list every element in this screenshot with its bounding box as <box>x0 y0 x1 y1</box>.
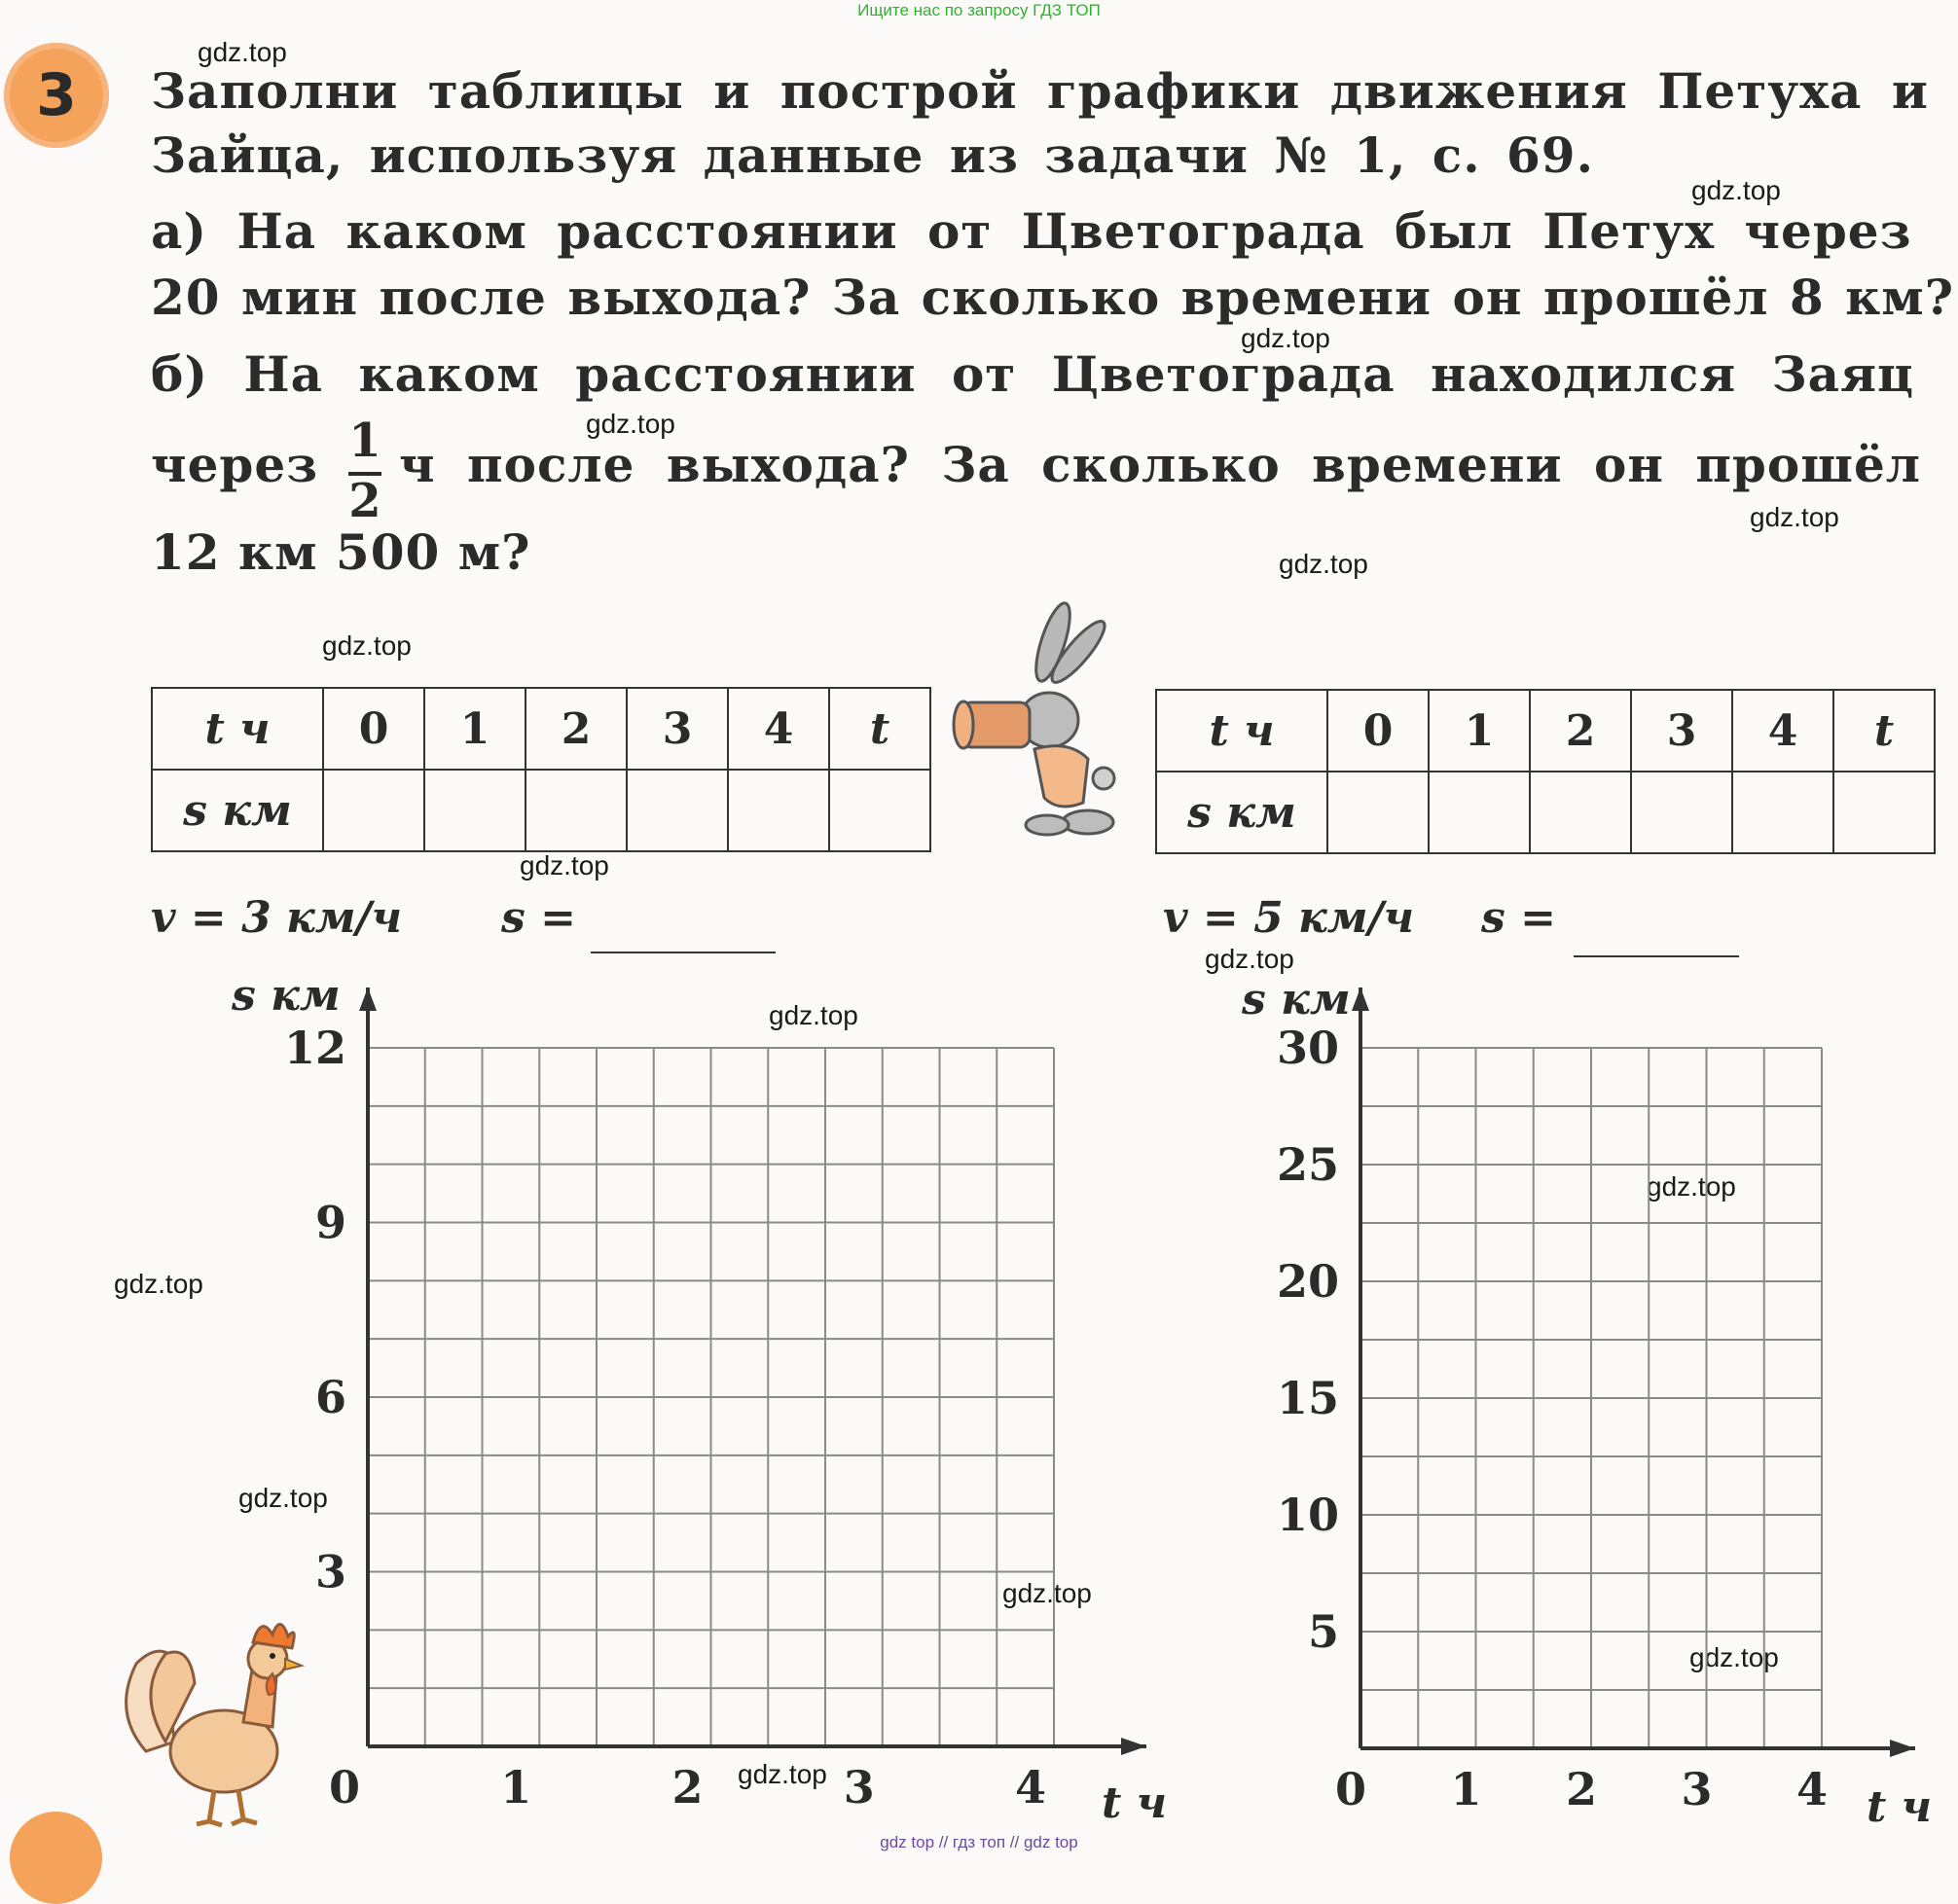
next-task-badge <box>10 1812 102 1904</box>
hare-x-axis-label: t ч <box>1867 1782 1933 1832</box>
hare-speed-text: v = 5 км/ч <box>1163 893 1415 943</box>
top-banner[interactable]: Ищите нас по запросу ГДЗ ТОП <box>857 1 1101 19</box>
rooster-distance-cell[interactable] <box>627 770 728 851</box>
watermark: gdz.top <box>1647 1171 1736 1202</box>
y-tick-label: 15 <box>1276 1372 1339 1424</box>
rooster-illustration <box>107 1605 311 1829</box>
hare-distance-cell[interactable] <box>1833 772 1935 853</box>
rooster-formula-blank[interactable] <box>591 952 776 953</box>
hare-graph[interactable] <box>1265 983 1958 1839</box>
x-tick-label: 2 <box>1565 1763 1598 1815</box>
watermark: gdz.top <box>1002 1578 1092 1608</box>
hare-table-time-row <box>1156 690 1935 772</box>
hare-time-cell: 0 <box>1327 690 1429 772</box>
task-a-line-1: а) На каком расстоянии от Цветограда был Петух через <box>151 202 1912 260</box>
watermark: gdz.top <box>1750 502 1839 532</box>
x-tick-label: 2 <box>671 1761 704 1814</box>
watermark: gdz.top <box>198 37 287 67</box>
x-tick-label: 3 <box>843 1761 875 1814</box>
watermark: gdz.top <box>586 409 675 439</box>
rooster-table-time-row <box>152 688 930 770</box>
task-b-line-2-start: через <box>151 436 319 493</box>
y-tick-label: 10 <box>1276 1489 1339 1541</box>
x-tick-label: 0 <box>1334 1763 1367 1815</box>
watermark: gdz.top <box>738 1759 827 1789</box>
watermark: gdz.top <box>114 1269 203 1299</box>
bottom-banner[interactable]: gdz top // гдз топ // gdz top <box>880 1833 1078 1851</box>
watermark: gdz.top <box>1241 323 1330 353</box>
rooster-speed-text: v = 3 км/ч <box>151 893 403 943</box>
hare-distance-cell[interactable] <box>1429 772 1530 853</box>
y-tick-label: 12 <box>283 1022 346 1074</box>
task-number: 3 <box>36 61 77 129</box>
rooster-time-cell: 2 <box>526 688 627 770</box>
y-axis-arrow-icon <box>359 988 377 1011</box>
watermark: gdz.top <box>1691 175 1781 205</box>
y-axis-arrow-icon <box>1352 988 1369 1011</box>
watermark: gdz.top <box>520 850 609 880</box>
x-tick-label: 4 <box>1795 1763 1829 1815</box>
rooster-distance-cell[interactable] <box>424 770 526 851</box>
rooster-s-header: s км <box>152 770 323 851</box>
hare-s-header: s км <box>1156 772 1327 853</box>
x-tick-label: 1 <box>1450 1763 1482 1815</box>
hare-time-cell: 1 <box>1429 690 1530 772</box>
hare-time-cell: t <box>1833 690 1935 772</box>
hare-y-axis-label: s км <box>1242 975 1351 1024</box>
y-tick-label: 9 <box>314 1196 346 1249</box>
watermark: gdz.top <box>1279 549 1368 579</box>
watermark: gdz.top <box>1205 944 1294 974</box>
rooster-distance-cell[interactable] <box>323 770 424 851</box>
task-line-2: Зайца, используя данные из задачи № 1, с. 69. <box>151 126 1594 184</box>
y-tick-label: 6 <box>314 1371 346 1423</box>
rooster-distance-cell[interactable] <box>728 770 829 851</box>
rooster-y-axis-label: s км <box>232 971 341 1021</box>
hare-time-cell: 3 <box>1631 690 1732 772</box>
y-tick-label: 5 <box>1307 1605 1339 1658</box>
task-a-line-2: 20 мин после выхода? За сколько времени он прошёл 8 км? <box>151 269 1954 326</box>
rooster-distance-cell[interactable] <box>526 770 627 851</box>
x-tick-label: 0 <box>328 1761 361 1814</box>
hare-distance-cell[interactable] <box>1327 772 1429 853</box>
fraction-numerator: 1 <box>348 413 381 468</box>
hare-time-cell: 4 <box>1732 690 1833 772</box>
task-b-line-3: 12 км 500 м? <box>151 523 531 581</box>
rooster-t-header: t ч <box>152 688 323 770</box>
y-tick-label: 3 <box>314 1545 346 1599</box>
y-tick-label: 25 <box>1276 1138 1339 1191</box>
hare-table-distance-row <box>1156 772 1935 853</box>
hare-distance-formula: s = <box>1481 893 1556 943</box>
x-tick-label: 1 <box>500 1761 532 1814</box>
hare-illustration <box>952 613 1137 846</box>
rooster-time-cell: 4 <box>728 688 829 770</box>
rooster-table-distance-row <box>152 770 930 851</box>
task-b-line-2-end: ч после выхода? За сколько времени он прошёл <box>399 436 1922 493</box>
rooster-time-cell: 0 <box>323 688 424 770</box>
hare-distance-cell[interactable] <box>1732 772 1833 853</box>
rooster-table <box>151 687 931 852</box>
rooster-distance-cell[interactable] <box>829 770 930 851</box>
watermark: gdz.top <box>769 1000 858 1030</box>
rooster-x-axis-label: t ч <box>1102 1778 1168 1828</box>
hare-formula-blank[interactable] <box>1574 955 1739 957</box>
watermark: gdz.top <box>322 630 412 661</box>
rooster-distance-formula: s = <box>501 893 576 943</box>
watermark: gdz.top <box>238 1483 328 1513</box>
rooster-speed <box>151 893 402 943</box>
x-axis-arrow-icon <box>1121 1738 1146 1755</box>
hare-time-cell: 2 <box>1530 690 1631 772</box>
hare-distance-cell[interactable] <box>1530 772 1631 853</box>
y-tick-label: 30 <box>1276 1022 1339 1074</box>
hare-t-header: t ч <box>1156 690 1327 772</box>
x-tick-label: 3 <box>1681 1763 1713 1815</box>
watermark: gdz.top <box>1689 1642 1779 1672</box>
y-tick-label: 20 <box>1276 1255 1339 1308</box>
hare-distance-cell[interactable] <box>1631 772 1732 853</box>
task-b-line-1: б) На каком расстоянии от Цветограда находился Заяц <box>151 345 1914 403</box>
rooster-time-cell: 3 <box>627 688 728 770</box>
x-axis-arrow-icon <box>1890 1740 1915 1757</box>
hare-speed <box>1163 893 1414 943</box>
task-line-1: Заполни таблицы и построй графики движения Петуха и <box>151 62 1929 120</box>
rooster-time-cell: t <box>829 688 930 770</box>
x-tick-label: 4 <box>1014 1761 1047 1814</box>
rooster-time-cell: 1 <box>424 688 526 770</box>
fraction-denominator: 2 <box>348 474 381 528</box>
hare-table <box>1155 689 1936 854</box>
